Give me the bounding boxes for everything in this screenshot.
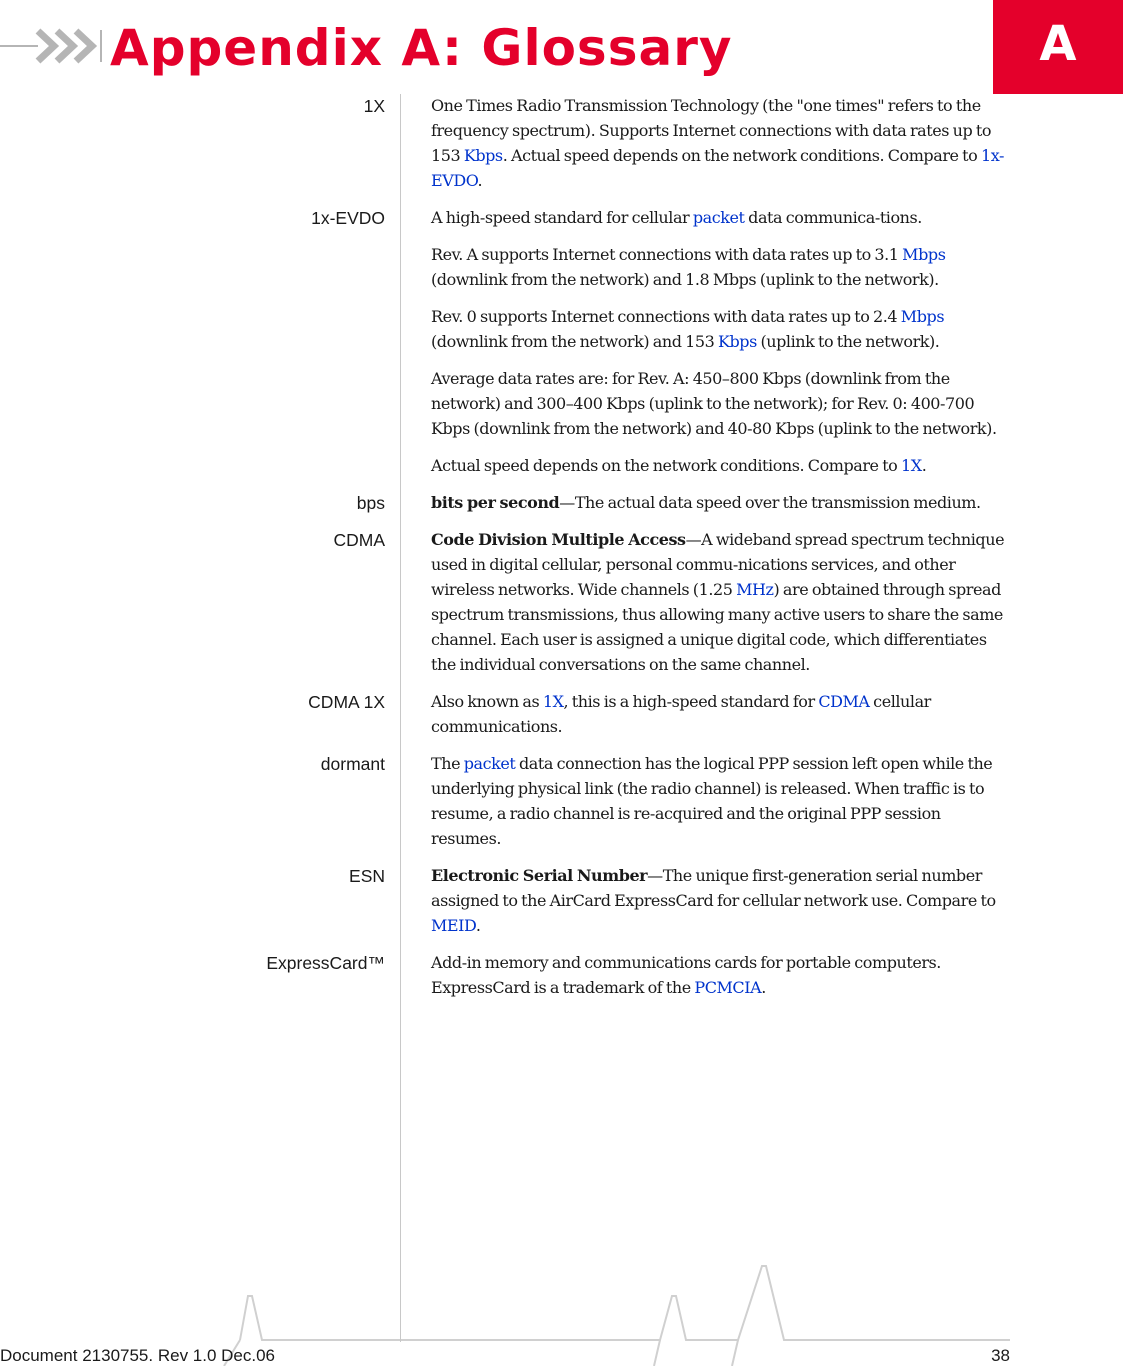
chevrons-icon bbox=[0, 30, 101, 62]
glossary-term: 1X bbox=[363, 96, 385, 116]
glossary-definition bbox=[431, 863, 1006, 938]
glossary-entry bbox=[0, 863, 1123, 938]
glossary-term: CDMA bbox=[333, 530, 385, 550]
definition-paragraph: Actual speed depends on the network conditions. Compare to 1X. bbox=[431, 456, 927, 475]
glossary-entry bbox=[0, 751, 1123, 851]
glossary-link[interactable]: Kbps bbox=[718, 332, 757, 351]
definition-paragraph: Rev. 0 supports Internet connections with data rates up to 2.4 Mbps (downlink from the network) and 153 Kbps (uplink to the network). bbox=[431, 307, 945, 351]
glossary-list bbox=[0, 93, 1123, 1012]
definition-paragraph: One Times Radio Transmission Technology (the "one times" refers to the frequency spectrum). Supports Internet connections with data rates up to 153 Kbps. Actual speed depends on the network conditions. Compare to 1x-EVDO. bbox=[431, 96, 1004, 190]
glossary-link[interactable]: MHz bbox=[736, 580, 774, 599]
glossary-definition bbox=[431, 527, 1006, 677]
page-title: Appendix A: Glossary bbox=[110, 19, 733, 77]
definition-paragraph: The packet data connection has the logical PPP session left open while the underlying physical link (the radio channel) is released. When traffic is to resume, a radio channel is re-acquired and the original PPP session resumes. bbox=[431, 754, 993, 848]
definition-paragraph: Code Division Multiple Access—A wideband spread spectrum technique used in digital cellular, personal commu-nications services, and other wireless networks. Wide channels (1.25 MHz) are obtained through spread spectrum transmissions, thus allowing many active users to share the same channel. Each user is assigned a unique digital code, which differentiates the individual conversations on the same channel. bbox=[431, 530, 1005, 674]
glossary-entry bbox=[0, 490, 1123, 515]
glossary-definition bbox=[431, 93, 1006, 193]
glossary-term: CDMA 1X bbox=[308, 692, 385, 712]
glossary-definition bbox=[431, 689, 1006, 739]
definition-paragraph: Add-in memory and communications cards for portable computers. ExpressCard is a trademark of the PCMCIA. bbox=[431, 953, 941, 997]
definition-paragraph: bits per second—The actual data speed over the transmission medium. bbox=[431, 493, 981, 512]
glossary-link[interactable]: 1x-EVDO bbox=[431, 146, 1004, 190]
definition-paragraph: Rev. A supports Internet connections with data rates up to 3.1 Mbps (downlink from the network) and 1.8 Mbps (uplink to the network). bbox=[431, 245, 946, 289]
glossary-link[interactable]: PCMCIA bbox=[694, 978, 762, 997]
glossary-link[interactable]: packet bbox=[463, 754, 516, 773]
glossary-link[interactable]: Mbps bbox=[900, 307, 945, 326]
glossary-term: dormant bbox=[320, 754, 385, 774]
definition-paragraph: Average data rates are: for Rev. A: 450–800 Kbps (downlink from the network) and 300–400 Kbps (uplink to the network); for Rev. 0: 400-700 Kbps (downlink from the network) and 40-80 Kbps (uplink to the network). bbox=[431, 369, 997, 438]
glossary-entry bbox=[0, 950, 1123, 1000]
page-number: 38 bbox=[991, 1346, 1010, 1365]
footer-document-id: Document 2130755. Rev 1.0 Dec.06 bbox=[0, 1346, 276, 1365]
glossary-link[interactable]: Mbps bbox=[902, 245, 946, 264]
glossary-definition bbox=[431, 490, 1006, 515]
glossary-entry bbox=[0, 93, 1123, 193]
heartbeat-line-icon bbox=[224, 1266, 1010, 1366]
definition-paragraph: Electronic Serial Number—The unique first-generation serial number assigned to the AirCard ExpressCard for cellular network use. Compare to MEID. bbox=[431, 866, 996, 935]
glossary-definition bbox=[431, 950, 1006, 1000]
glossary-link[interactable]: Kbps bbox=[463, 146, 503, 165]
glossary-entry bbox=[0, 205, 1123, 478]
definition-paragraph: Also known as 1X, this is a high-speed standard for CDMA cellular communications. bbox=[431, 692, 931, 736]
glossary-link[interactable]: 1X bbox=[901, 456, 922, 475]
glossary-link[interactable]: 1X bbox=[542, 692, 564, 711]
glossary-link[interactable]: CDMA bbox=[818, 692, 870, 711]
glossary-term: bps bbox=[356, 493, 385, 513]
glossary-link[interactable]: packet bbox=[692, 208, 745, 227]
glossary-definition bbox=[431, 751, 1006, 851]
glossary-link[interactable]: MEID bbox=[431, 916, 476, 935]
glossary-definition bbox=[431, 205, 1006, 478]
glossary-entry bbox=[0, 689, 1123, 739]
glossary-term: ESN bbox=[349, 866, 385, 886]
glossary-term: 1x-EVDO bbox=[311, 208, 385, 228]
chapter-tab: A bbox=[993, 0, 1123, 94]
glossary-term: ExpressCard™ bbox=[266, 953, 385, 973]
definition-paragraph: A high-speed standard for cellular packet data communica-tions. bbox=[431, 208, 922, 227]
glossary-entry bbox=[0, 527, 1123, 677]
